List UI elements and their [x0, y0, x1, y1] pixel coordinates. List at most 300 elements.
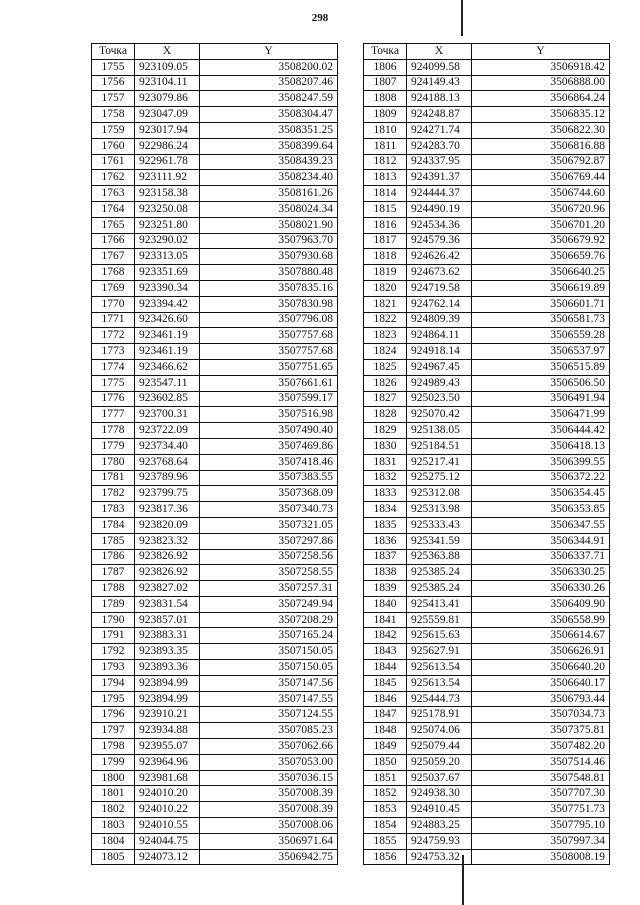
x-coordinate-cell: 924938.30 [407, 786, 472, 802]
point-number-cell: 1832 [364, 470, 407, 486]
x-coordinate-cell: 923109.05 [135, 59, 200, 75]
x-coordinate-cell: 923547.11 [135, 375, 200, 391]
point-number-cell: 1769 [92, 280, 135, 296]
point-number-cell: 1822 [364, 312, 407, 328]
y-coordinate-cell: 3506640.17 [472, 675, 610, 691]
point-number-cell: 1763 [92, 186, 135, 202]
x-coordinate-cell: 923955.07 [135, 739, 200, 755]
y-coordinate-cell: 3506835.12 [472, 107, 610, 123]
x-coordinate-cell: 923826.92 [135, 549, 200, 565]
x-coordinate-cell: 924490.19 [407, 201, 472, 217]
x-coordinate-cell: 923827.02 [135, 581, 200, 597]
x-coordinate-cell: 923290.02 [135, 233, 200, 249]
x-coordinate-cell: 924967.45 [407, 359, 472, 375]
table-row [92, 407, 338, 423]
point-number-cell: 1759 [92, 122, 135, 138]
scan-artifact-line [461, 0, 463, 36]
y-coordinate-cell: 3506640.25 [472, 265, 610, 281]
x-coordinate-cell: 923602.85 [135, 391, 200, 407]
y-coordinate-cell: 3507930.68 [200, 249, 338, 265]
y-coordinate-cell: 3507258.56 [200, 549, 338, 565]
x-coordinate-cell: 924918.14 [407, 344, 472, 360]
point-number-cell: 1761 [92, 154, 135, 170]
x-coordinate-cell: 925138.05 [407, 423, 472, 439]
table-row [92, 328, 338, 344]
x-coordinate-cell: 925444.73 [407, 691, 472, 707]
point-number-cell: 1834 [364, 502, 407, 518]
table-row [92, 660, 338, 676]
y-coordinate-cell: 3507258.55 [200, 565, 338, 581]
x-coordinate-cell: 924271.74 [407, 122, 472, 138]
point-number-cell: 1829 [364, 423, 407, 439]
table-row [364, 344, 610, 360]
y-coordinate-cell: 3506626.91 [472, 644, 610, 660]
x-coordinate-cell: 924188.13 [407, 91, 472, 107]
y-coordinate-cell: 3506581.73 [472, 312, 610, 328]
y-coordinate-cell: 3506330.25 [472, 565, 610, 581]
point-number-cell: 1796 [92, 707, 135, 723]
y-coordinate-cell: 3508247.59 [200, 91, 338, 107]
point-number-cell: 1779 [92, 438, 135, 454]
x-coordinate-cell: 925217.41 [407, 454, 472, 470]
table-row [92, 675, 338, 691]
table-row [92, 754, 338, 770]
point-number-cell: 1757 [92, 91, 135, 107]
y-coordinate-cell: 3506793.44 [472, 691, 610, 707]
table-row [364, 201, 610, 217]
y-coordinate-cell: 3507516.98 [200, 407, 338, 423]
x-coordinate-cell: 925385.24 [407, 581, 472, 597]
table-row [364, 707, 610, 723]
y-coordinate-cell: 3507053.00 [200, 754, 338, 770]
table-row [364, 154, 610, 170]
table-row [92, 91, 338, 107]
y-coordinate-cell: 3508200.02 [200, 59, 338, 75]
point-number-cell: 1856 [364, 849, 407, 865]
column-header-x: X [135, 44, 200, 60]
y-coordinate-cell: 3507062.66 [200, 739, 338, 755]
x-coordinate-cell: 925312.08 [407, 486, 472, 502]
table-row [92, 770, 338, 786]
y-coordinate-cell: 3506640.20 [472, 660, 610, 676]
point-number-cell: 1765 [92, 217, 135, 233]
point-number-cell: 1817 [364, 233, 407, 249]
x-coordinate-cell: 924073.12 [135, 849, 200, 865]
y-coordinate-cell: 3507963.70 [200, 233, 338, 249]
page-number: 298 [311, 12, 329, 24]
table-row [364, 75, 610, 91]
x-coordinate-cell: 923734.40 [135, 438, 200, 454]
table-row [92, 691, 338, 707]
y-coordinate-cell: 3507165.24 [200, 628, 338, 644]
point-number-cell: 1786 [92, 549, 135, 565]
x-coordinate-cell: 924883.25 [407, 818, 472, 834]
column-header-point: Точка [92, 44, 135, 60]
x-coordinate-cell: 923820.09 [135, 517, 200, 533]
y-coordinate-cell: 3506659.76 [472, 249, 610, 265]
y-coordinate-cell: 3506471.99 [472, 407, 610, 423]
point-number-cell: 1806 [364, 59, 407, 75]
table-row [364, 644, 610, 660]
y-coordinate-cell: 3507297.86 [200, 533, 338, 549]
table-row [364, 754, 610, 770]
y-coordinate-cell: 3506337.71 [472, 549, 610, 565]
y-coordinate-cell: 3506816.88 [472, 138, 610, 154]
y-coordinate-cell: 3506769.44 [472, 170, 610, 186]
point-number-cell: 1821 [364, 296, 407, 312]
x-coordinate-cell: 925313.98 [407, 502, 472, 518]
x-coordinate-cell: 923390.34 [135, 280, 200, 296]
table-row [364, 122, 610, 138]
point-number-cell: 1848 [364, 723, 407, 739]
y-coordinate-cell: 3507835.16 [200, 280, 338, 296]
x-coordinate-cell: 924337.95 [407, 154, 472, 170]
table-row [364, 454, 610, 470]
table-row [92, 391, 338, 407]
x-coordinate-cell: 925627.91 [407, 644, 472, 660]
y-coordinate-cell: 3508351.25 [200, 122, 338, 138]
table-row [92, 154, 338, 170]
table-row [92, 454, 338, 470]
y-coordinate-cell: 3507147.56 [200, 675, 338, 691]
point-number-cell: 1835 [364, 517, 407, 533]
y-coordinate-cell: 3507751.65 [200, 359, 338, 375]
y-coordinate-cell: 3507757.68 [200, 344, 338, 360]
table-row [364, 486, 610, 502]
point-number-cell: 1767 [92, 249, 135, 265]
table-row [364, 565, 610, 581]
table-row [364, 786, 610, 802]
x-coordinate-cell: 923111.92 [135, 170, 200, 186]
point-number-cell: 1819 [364, 265, 407, 281]
point-number-cell: 1776 [92, 391, 135, 407]
x-coordinate-cell: 923893.35 [135, 644, 200, 660]
table-row [92, 849, 338, 865]
point-number-cell: 1760 [92, 138, 135, 154]
table-row [92, 249, 338, 265]
y-coordinate-cell: 3506444.42 [472, 423, 610, 439]
x-coordinate-cell: 925178.91 [407, 707, 472, 723]
y-coordinate-cell: 3506942.75 [200, 849, 338, 865]
point-number-cell: 1855 [364, 833, 407, 849]
table-row [92, 375, 338, 391]
table-row [92, 707, 338, 723]
coordinates-table-left [91, 43, 338, 865]
table-row [92, 533, 338, 549]
point-number-cell: 1833 [364, 486, 407, 502]
y-coordinate-cell: 3506537.97 [472, 344, 610, 360]
table-row [92, 486, 338, 502]
x-coordinate-cell: 923894.99 [135, 691, 200, 707]
table-row [364, 407, 610, 423]
x-coordinate-cell: 923823.32 [135, 533, 200, 549]
x-coordinate-cell: 923466.62 [135, 359, 200, 375]
coordinates-table-right [363, 43, 610, 865]
x-coordinate-cell: 925341.59 [407, 533, 472, 549]
point-number-cell: 1781 [92, 470, 135, 486]
x-coordinate-cell: 925184.51 [407, 438, 472, 454]
table-row [92, 581, 338, 597]
y-coordinate-cell: 3506558.99 [472, 612, 610, 628]
y-coordinate-cell: 3507249.94 [200, 596, 338, 612]
point-number-cell: 1792 [92, 644, 135, 660]
y-coordinate-cell: 3508024.34 [200, 201, 338, 217]
point-number-cell: 1766 [92, 233, 135, 249]
table-row [92, 802, 338, 818]
x-coordinate-cell: 923894.99 [135, 675, 200, 691]
table-row [92, 723, 338, 739]
x-coordinate-cell: 925613.54 [407, 675, 472, 691]
y-coordinate-cell: 3507375.81 [472, 723, 610, 739]
table-row [364, 107, 610, 123]
x-coordinate-cell: 925559.81 [407, 612, 472, 628]
point-number-cell: 1805 [92, 849, 135, 865]
table-row [364, 849, 610, 865]
x-coordinate-cell: 924864.11 [407, 328, 472, 344]
point-number-cell: 1808 [364, 91, 407, 107]
x-coordinate-cell: 923079.86 [135, 91, 200, 107]
table-row [364, 628, 610, 644]
table-row [92, 470, 338, 486]
y-coordinate-cell: 3508439.23 [200, 154, 338, 170]
point-number-cell: 1756 [92, 75, 135, 91]
y-coordinate-cell: 3506418.13 [472, 438, 610, 454]
table-row [364, 723, 610, 739]
y-coordinate-cell: 3506864.24 [472, 91, 610, 107]
x-coordinate-cell: 924099.58 [407, 59, 472, 75]
point-number-cell: 1825 [364, 359, 407, 375]
point-number-cell: 1755 [92, 59, 135, 75]
point-number-cell: 1790 [92, 612, 135, 628]
table-row [92, 138, 338, 154]
column-header-y: Y [472, 44, 610, 60]
table-row [92, 312, 338, 328]
table-row [92, 280, 338, 296]
y-coordinate-cell: 3506918.42 [472, 59, 610, 75]
x-coordinate-cell: 924910.45 [407, 802, 472, 818]
x-coordinate-cell: 923857.01 [135, 612, 200, 628]
table-row [364, 170, 610, 186]
x-coordinate-cell: 925275.12 [407, 470, 472, 486]
point-number-cell: 1823 [364, 328, 407, 344]
y-coordinate-cell: 3506353.85 [472, 502, 610, 518]
y-coordinate-cell: 3507707.30 [472, 786, 610, 802]
y-coordinate-cell: 3507321.05 [200, 517, 338, 533]
x-coordinate-cell: 924010.55 [135, 818, 200, 834]
table-row [92, 423, 338, 439]
y-coordinate-cell: 3507830.98 [200, 296, 338, 312]
table-row [364, 438, 610, 454]
point-number-cell: 1783 [92, 502, 135, 518]
x-coordinate-cell: 923394.42 [135, 296, 200, 312]
table-row [364, 186, 610, 202]
x-coordinate-cell: 924248.87 [407, 107, 472, 123]
point-number-cell: 1803 [92, 818, 135, 834]
y-coordinate-cell: 3507751.73 [472, 802, 610, 818]
x-coordinate-cell: 924719.58 [407, 280, 472, 296]
table-row [364, 533, 610, 549]
y-coordinate-cell: 3506792.87 [472, 154, 610, 170]
table-row [92, 438, 338, 454]
x-coordinate-cell: 923461.19 [135, 344, 200, 360]
table-row [364, 770, 610, 786]
point-number-cell: 1797 [92, 723, 135, 739]
point-number-cell: 1852 [364, 786, 407, 802]
y-coordinate-cell: 3507368.09 [200, 486, 338, 502]
table-row [364, 739, 610, 755]
table-row [364, 802, 610, 818]
table-row [364, 233, 610, 249]
x-coordinate-cell: 923426.60 [135, 312, 200, 328]
y-coordinate-cell: 3507548.81 [472, 770, 610, 786]
table-row [364, 375, 610, 391]
y-coordinate-cell: 3507469.86 [200, 438, 338, 454]
point-number-cell: 1810 [364, 122, 407, 138]
table-row [92, 739, 338, 755]
table-row [364, 675, 610, 691]
x-coordinate-cell: 925333.43 [407, 517, 472, 533]
table-row [92, 818, 338, 834]
x-coordinate-cell: 923250.08 [135, 201, 200, 217]
y-coordinate-cell: 3506409.90 [472, 596, 610, 612]
point-number-cell: 1768 [92, 265, 135, 281]
point-number-cell: 1777 [92, 407, 135, 423]
point-number-cell: 1842 [364, 628, 407, 644]
y-coordinate-cell: 3506888.00 [472, 75, 610, 91]
point-number-cell: 1795 [92, 691, 135, 707]
x-coordinate-cell: 925363.88 [407, 549, 472, 565]
x-coordinate-cell: 925074.06 [407, 723, 472, 739]
table-row [92, 265, 338, 281]
y-coordinate-cell: 3507997.34 [472, 833, 610, 849]
point-number-cell: 1818 [364, 249, 407, 265]
point-number-cell: 1814 [364, 186, 407, 202]
y-coordinate-cell: 3506399.55 [472, 454, 610, 470]
table-row [92, 107, 338, 123]
x-coordinate-cell: 923817.36 [135, 502, 200, 518]
y-coordinate-cell: 3507514.46 [472, 754, 610, 770]
table-row [364, 691, 610, 707]
x-coordinate-cell: 923313.05 [135, 249, 200, 265]
table-row [92, 833, 338, 849]
y-coordinate-cell: 3506971.64 [200, 833, 338, 849]
point-number-cell: 1839 [364, 581, 407, 597]
table-row [364, 612, 610, 628]
table-row [92, 59, 338, 75]
x-coordinate-cell: 923017.94 [135, 122, 200, 138]
y-coordinate-cell: 3507085.23 [200, 723, 338, 739]
point-number-cell: 1771 [92, 312, 135, 328]
x-coordinate-cell: 923461.19 [135, 328, 200, 344]
point-number-cell: 1854 [364, 818, 407, 834]
y-coordinate-cell: 3507757.68 [200, 328, 338, 344]
y-coordinate-cell: 3506720.96 [472, 201, 610, 217]
x-coordinate-cell: 923883.31 [135, 628, 200, 644]
x-coordinate-cell: 923351.69 [135, 265, 200, 281]
point-number-cell: 1845 [364, 675, 407, 691]
y-coordinate-cell: 3508161.26 [200, 186, 338, 202]
x-coordinate-cell: 923934.88 [135, 723, 200, 739]
point-number-cell: 1800 [92, 770, 135, 786]
table-body-right [364, 59, 610, 865]
y-coordinate-cell: 3506491.94 [472, 391, 610, 407]
table-row [92, 612, 338, 628]
point-number-cell: 1840 [364, 596, 407, 612]
table-row [364, 660, 610, 676]
table-row [364, 581, 610, 597]
point-number-cell: 1780 [92, 454, 135, 470]
y-coordinate-cell: 3506344.91 [472, 533, 610, 549]
table-row [92, 233, 338, 249]
table-row [364, 296, 610, 312]
point-number-cell: 1844 [364, 660, 407, 676]
table-row [92, 359, 338, 375]
table-row [364, 265, 610, 281]
x-coordinate-cell: 925070.42 [407, 407, 472, 423]
column-header-point: Точка [364, 44, 407, 60]
x-coordinate-cell: 923047.09 [135, 107, 200, 123]
x-coordinate-cell: 923893.36 [135, 660, 200, 676]
y-coordinate-cell: 3507147.55 [200, 691, 338, 707]
table-row [92, 186, 338, 202]
point-number-cell: 1846 [364, 691, 407, 707]
x-coordinate-cell: 923831.54 [135, 596, 200, 612]
table-row [92, 122, 338, 138]
point-number-cell: 1782 [92, 486, 135, 502]
y-coordinate-cell: 3506614.67 [472, 628, 610, 644]
table-row [364, 359, 610, 375]
x-coordinate-cell: 924762.14 [407, 296, 472, 312]
x-coordinate-cell: 923768.64 [135, 454, 200, 470]
y-coordinate-cell: 3507482.20 [472, 739, 610, 755]
point-number-cell: 1785 [92, 533, 135, 549]
x-coordinate-cell: 924444.37 [407, 186, 472, 202]
x-coordinate-cell: 924283.70 [407, 138, 472, 154]
table-row [92, 201, 338, 217]
table-row [364, 59, 610, 75]
point-number-cell: 1816 [364, 217, 407, 233]
point-number-cell: 1812 [364, 154, 407, 170]
y-coordinate-cell: 3506701.20 [472, 217, 610, 233]
x-coordinate-cell: 925079.44 [407, 739, 472, 755]
y-coordinate-cell: 3506822.30 [472, 122, 610, 138]
x-coordinate-cell: 925613.54 [407, 660, 472, 676]
point-number-cell: 1791 [92, 628, 135, 644]
point-number-cell: 1811 [364, 138, 407, 154]
point-number-cell: 1807 [364, 75, 407, 91]
x-coordinate-cell: 925059.20 [407, 754, 472, 770]
point-number-cell: 1838 [364, 565, 407, 581]
y-coordinate-cell: 3507150.05 [200, 644, 338, 660]
table-row [92, 296, 338, 312]
x-coordinate-cell: 925385.24 [407, 565, 472, 581]
point-number-cell: 1798 [92, 739, 135, 755]
point-number-cell: 1851 [364, 770, 407, 786]
point-number-cell: 1831 [364, 454, 407, 470]
y-coordinate-cell: 3506515.89 [472, 359, 610, 375]
point-number-cell: 1843 [364, 644, 407, 660]
table-row [364, 549, 610, 565]
y-coordinate-cell: 3507124.55 [200, 707, 338, 723]
point-number-cell: 1827 [364, 391, 407, 407]
x-coordinate-cell: 925023.50 [407, 391, 472, 407]
x-coordinate-cell: 923158.38 [135, 186, 200, 202]
x-coordinate-cell: 923251.80 [135, 217, 200, 233]
y-coordinate-cell: 3506330.26 [472, 581, 610, 597]
table-row [364, 280, 610, 296]
x-coordinate-cell: 925037.67 [407, 770, 472, 786]
point-number-cell: 1772 [92, 328, 135, 344]
